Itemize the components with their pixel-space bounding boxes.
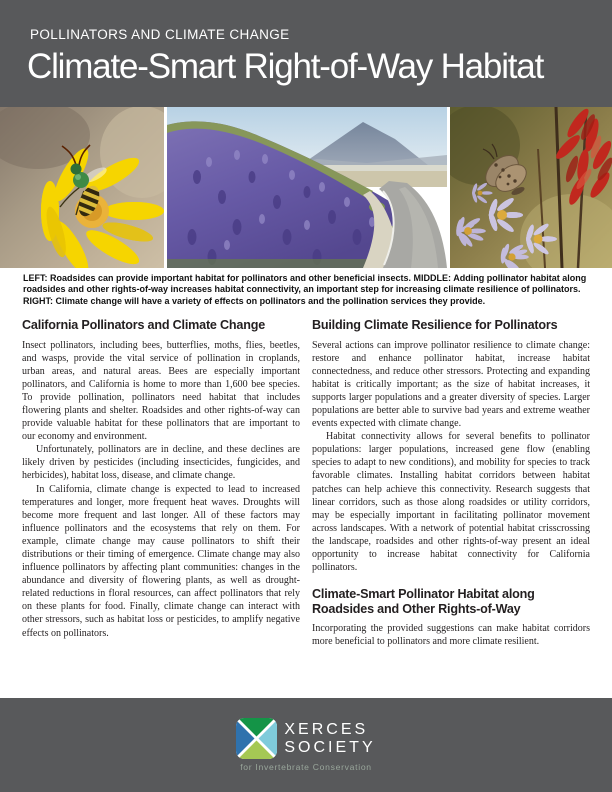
xerces-society-logo — [236, 718, 375, 772]
roadside-photo-illustration — [167, 107, 447, 268]
logo-wordmark-line1: XERCES — [284, 720, 369, 738]
page-title: Climate-Smart Right-of-Way Habitat — [27, 47, 544, 86]
butterfly-photo-illustration — [450, 107, 612, 268]
photo-purple-roadside — [167, 107, 447, 268]
paragraph: Habitat connectivity allows for several benefits to pollinator populations: larger populations, increased gene flow (enabling species to adapt to new conditions), and mobility for species to track favorable climates. Installing habitat corridors between habitat patches can help achieve this connectivity. Research suggests that linear corridors, such as those along roadsides or utility corridors, may be especially important in facilitating pollinator movement across landscapes. With a network of potential habitat crisscrossing the landscape, roadsides and other rights-of-way present an ideal opportunity to increase habitat connectivity for California pollinators. — [312, 431, 590, 574]
right-column — [312, 318, 590, 648]
photo-butterfly-asters — [450, 107, 612, 268]
right-column-heading: Building Climate Resilience for Pollinators — [312, 318, 558, 332]
header-band — [0, 0, 612, 107]
photo-bee-on-flower — [0, 107, 164, 268]
xerces-x-logo-icon — [236, 718, 277, 759]
paragraph: Several actions can improve pollinator resilience to climate change: restore and enhance pollinator habitat, increase habitat connectedness, and reduce other stressors. Protecting and expanding habitat is critically important; as the size of habitat increases, it supports larger populations and a greater diversity of species. Larger populations are better able to survive bad years and extreme weather events expected with climate change. — [312, 339, 590, 430]
photo-caption: LEFT: Roadsides can provide important habitat for pollinators and other beneficial insects. MIDDLE: Adding pollinator habitat along roadsides and other rights-of-way increases habitat connectivity, an important step for increasing climate resilience of pollinators. RIGHT: Climate change will have a variety of effects on pollinators and the pollination services they provide. — [23, 273, 587, 306]
logo-wordmark-line2: SOCIETY — [284, 738, 376, 756]
body-columns — [22, 318, 590, 648]
logo-wordmark — [284, 721, 375, 757]
paragraph: Unfortunately, pollinators are in decline, and these declines are likely driven by pesticides (including insecticides, fungicides, and herbicides), habitat loss, disease, and climate change. — [22, 444, 300, 482]
paragraph: Insect pollinators, including bees, butterflies, moths, flies, beetles, and wasps, provide the vital service of pollination in croplands, urban areas, and natural areas. Bees are especially important pollinators, and California is home to more than 1,600 bee species. To provide pollination, pollinators need habitat that includes flowering plants and shelter. Roadsides and other rights-of-way can provide valuable habitat for these pollinators that are important to our economy and environment. — [22, 339, 300, 443]
left-column-heading: California Pollinators and Climate Change — [22, 318, 266, 332]
eyebrow-text: POLLINATORS AND CLIMATE CHANGE — [30, 27, 290, 42]
paragraph: In California, climate change is expected to lead to increased temperatures and longer, more frequent heat waves. Droughts will become more frequent and last longer. All of these factors may influence pollinators and the ecosystems that rely on them. For example, climate change may cause pollinators to shift their distributions or their timing of emergence. Climate change may also influence pollinators by affecting plant communities: changes in the abundance and diversity of flowering plants, as well as drought-related reductions in floral resources, can affect pollinators that rely on these plants for food. Finally, climate change can interact with other stressors, such as habitat loss or pesticides, to amplify negative effects on pollinators. — [22, 483, 300, 639]
photo-strip — [0, 107, 612, 268]
footer-band — [0, 698, 612, 792]
paragraph: Incorporating the provided suggestions can make habitat corridors more beneficial to pollinators and more climate resilient. — [312, 623, 590, 648]
logo-tagline: for Invertebrate Conservation — [240, 762, 372, 772]
right-column-heading-2: Climate-Smart Pollinator Habitat along Roadsides and Other Rights-of-Way — [312, 587, 535, 616]
left-column — [22, 318, 300, 648]
bee-photo-illustration — [0, 107, 164, 268]
